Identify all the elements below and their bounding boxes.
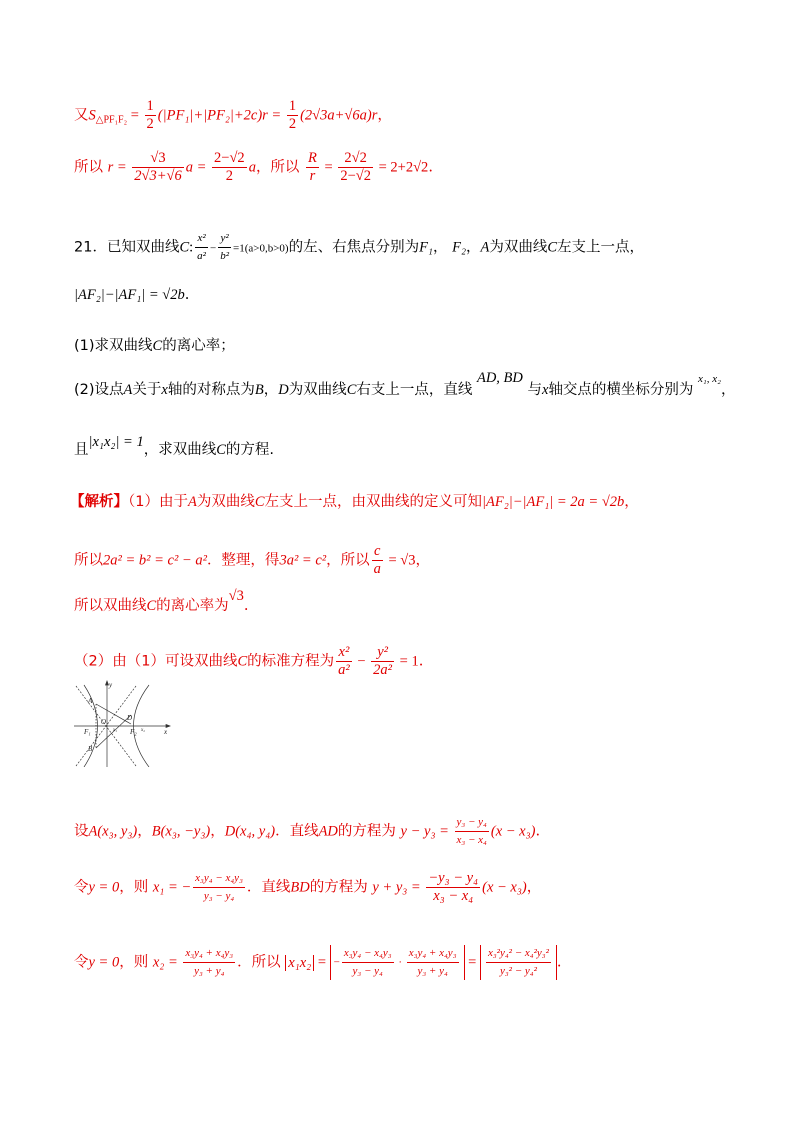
radius-ratio-line (74, 150, 433, 185)
part-2-question (74, 370, 736, 401)
solution-line-3 (74, 588, 249, 616)
abs-product (330, 945, 465, 980)
den: 2−√2 (340, 168, 371, 184)
text: (2)设点 (74, 382, 124, 398)
num: y² (218, 230, 231, 248)
equals: = (320, 159, 337, 176)
punct: ， (210, 823, 225, 840)
num: x₃y₄ + x₄y₃ (407, 945, 459, 963)
punct: ， (415, 552, 430, 569)
text: 的标准方程为 (247, 653, 335, 670)
label-a: A (88, 697, 93, 705)
fraction (486, 945, 551, 980)
text: 关于 (132, 382, 162, 398)
num: y² (371, 644, 394, 662)
text: 为双曲线 (288, 382, 347, 398)
fraction (218, 230, 231, 265)
den: a² (338, 662, 350, 678)
fraction (407, 945, 459, 980)
num: x₃y₄ + x₄y₃ (183, 945, 235, 963)
fraction (342, 945, 394, 980)
solution-line-5 (74, 814, 540, 849)
var: C (254, 494, 265, 510)
dot: · (395, 956, 405, 969)
den: y₃ − y₄ (203, 890, 235, 902)
fraction (183, 945, 235, 980)
var: C (146, 598, 157, 614)
den: y₃ − y₄ (352, 965, 383, 977)
expr: |AF₂|−|AF₁| = 2a = √2b (482, 494, 625, 510)
punct: . (184, 287, 190, 303)
solution-tag: 【解析】 (70, 494, 128, 510)
line-lead: 所以 (74, 159, 103, 176)
fraction (455, 814, 489, 849)
den: 2 (225, 168, 233, 184)
text: 轴交点的横坐标分别为 (548, 382, 694, 398)
condition: =1(a>0,b>0) (233, 242, 289, 255)
half-fraction (145, 98, 156, 133)
var: C (547, 239, 558, 256)
text: ，则 (119, 879, 149, 896)
var: x (542, 382, 549, 398)
half-fraction-2 (287, 98, 298, 133)
num: √3 (132, 150, 183, 168)
result: = 2+2√2 (374, 159, 429, 176)
expr: = √3 (384, 552, 416, 569)
text: 设 (74, 823, 89, 840)
minus: − (353, 653, 370, 670)
var: C (346, 382, 357, 398)
den: x₃ − x₄ (433, 888, 474, 904)
point-d: D(x₄, y₄) (224, 823, 276, 840)
den: 2 (288, 116, 297, 132)
var: BD (290, 879, 310, 896)
den: y₃² − y₄² (499, 965, 537, 977)
num: 1 (146, 98, 154, 114)
label-f1: F₁ (84, 728, 91, 736)
punct: ， (432, 239, 448, 256)
expr: 2a² = b² = c² − a² (103, 552, 207, 569)
var: AD (318, 823, 338, 840)
punct: ， (137, 823, 152, 840)
den: y₃ + y₄ (417, 965, 448, 977)
text: （2）由（1）可设双曲线 (74, 653, 238, 670)
question-21-line (74, 230, 644, 265)
lhs: x₁ = − (152, 879, 192, 896)
punct: . (243, 598, 249, 614)
text: 令 (74, 954, 89, 971)
num: x₃y₄ − x₄y₃ (193, 870, 245, 888)
line-lead: 又 (74, 107, 89, 124)
text: ，则 (119, 954, 149, 971)
num: 1 (288, 98, 297, 114)
punct: . (556, 954, 562, 971)
text: ，所以 (255, 159, 300, 176)
label-x: x (164, 728, 168, 736)
text: 左支上一点， (557, 239, 645, 256)
var: A (480, 239, 490, 256)
den: 2 (146, 116, 154, 132)
solution-line-7 (74, 945, 562, 980)
intercepts: x₁, x₂ (698, 373, 721, 385)
text: ，所以 (326, 552, 370, 569)
rhs: (x − x₃) (490, 823, 536, 840)
var: C (216, 442, 226, 458)
expr: y = 0 (88, 879, 120, 896)
value: √3 (228, 588, 244, 604)
solution-line-6 (74, 870, 541, 905)
question-number: 21．已知双曲线 (74, 239, 180, 256)
var: x (161, 382, 168, 398)
expr: 3a² = c² (279, 552, 327, 569)
var: A (123, 382, 133, 398)
var: C (179, 239, 190, 256)
fraction (372, 543, 383, 578)
area-subscript: △PF₁F₂ (95, 114, 128, 126)
text: ，求双曲线 (143, 442, 217, 458)
den: x₃ − x₄ (456, 834, 487, 846)
text: 的方程为 (309, 879, 368, 896)
text: ．直线 (275, 823, 319, 840)
question-21-condition (74, 285, 189, 305)
abs-expr: x₁x₂ (285, 955, 314, 971)
text: 所以 (74, 552, 103, 569)
num: x₃y₄ − x₄y₃ (342, 945, 394, 963)
fraction (132, 150, 183, 185)
den: a² (197, 250, 206, 262)
expr: |AF₂|−|AF₁| = √2b (74, 287, 185, 303)
rhs: (x − x₃) (482, 879, 527, 896)
num: x₃²y₄² − x₄²y₃² (486, 945, 551, 963)
fraction (212, 150, 247, 185)
fraction (306, 150, 319, 185)
text: 右支上一点，直线 (356, 382, 473, 398)
den: 2√3+√6 (134, 168, 182, 184)
solution-line-1 (70, 492, 639, 512)
text: 的离心率为 (156, 598, 229, 614)
punct: . (535, 823, 541, 840)
text: 的方程为 (337, 823, 396, 840)
area-symbol: S (88, 107, 96, 124)
expr: (|PF₁|+|PF₂|+2c)r = (157, 107, 285, 124)
equals: = (127, 107, 143, 124)
solution-line-4 (74, 644, 423, 679)
lines-ad-bd: AD, BD (476, 370, 523, 386)
text: ．直线 (246, 879, 291, 896)
text: （1）由于 (128, 494, 188, 510)
num: y₃ − y₄ (455, 814, 489, 832)
punct: . (428, 159, 433, 176)
num: 2−√2 (214, 150, 245, 166)
minus: − (333, 956, 340, 969)
num: −y₃ − y₄ (428, 870, 479, 886)
var: F₁ (419, 239, 433, 256)
hyperbola-figure (74, 679, 172, 767)
var: D (278, 382, 289, 398)
text: 且 (74, 442, 89, 458)
num: R (308, 150, 317, 166)
point-b: B(x₃, −y₃) (151, 823, 211, 840)
expr: a = (185, 159, 211, 176)
text: 所以双曲线 (74, 598, 147, 614)
part-2-condition (74, 434, 274, 460)
punct: ， (720, 382, 736, 398)
text: 的左、右焦点分别为 (288, 239, 420, 256)
punct: ， (263, 382, 279, 398)
var: F₂ (452, 239, 466, 256)
expr: a (248, 159, 256, 176)
label-o: O (101, 718, 107, 726)
punct: ， (466, 239, 481, 256)
area-formula-line (74, 98, 392, 133)
label-d: D (127, 714, 133, 722)
part-1-question (74, 336, 235, 356)
r-eq: r = (107, 159, 131, 176)
minus: − (209, 242, 217, 255)
punct: . (418, 653, 424, 670)
num: x² (336, 644, 352, 662)
fraction (371, 644, 394, 679)
punct: ， (526, 879, 542, 896)
punct: ， (377, 107, 392, 124)
var: A (187, 494, 197, 510)
den: r (309, 168, 316, 184)
num: x² (195, 230, 208, 248)
label-b: B (88, 745, 93, 753)
text: 为双曲线 (196, 494, 255, 510)
text: 左支上一点，由双曲线的定义可知 (264, 494, 483, 510)
num: c (372, 543, 383, 561)
punct: : (189, 239, 194, 256)
expr: y = 0 (88, 954, 120, 971)
text: 为双曲线 (489, 239, 548, 256)
lhs: y + y₃ = (372, 879, 425, 896)
den: 2a² (373, 662, 393, 678)
expr: |x₁x₂| = 1 (88, 434, 144, 450)
label-y: y (109, 681, 113, 689)
num: 2√2 (338, 150, 373, 168)
abs-result (480, 945, 557, 980)
equals: = 1 (396, 653, 419, 670)
var: C (152, 338, 163, 354)
den: y₃ + y₄ (194, 965, 225, 977)
text: 令 (74, 879, 89, 896)
fraction (195, 230, 208, 265)
text: 的离心率； (162, 338, 235, 354)
expr: (2√3a+√6a)r (300, 107, 378, 124)
label-x2: x₂ (141, 728, 145, 733)
equals: = (464, 954, 480, 971)
fraction (426, 870, 480, 905)
label-x1: x₁ (113, 728, 117, 733)
var: B (254, 382, 264, 398)
den: a (373, 561, 381, 577)
solution-line-2 (74, 543, 430, 578)
label-f2: F₂ (130, 728, 137, 736)
text: 轴的对称点为 (167, 382, 255, 398)
text: 的方程. (225, 442, 274, 458)
lhs: y − y₃ = (400, 823, 453, 840)
point-a: A(x₃, y₃) (88, 823, 138, 840)
text: (1)求双曲线 (74, 338, 153, 354)
text: 与 (527, 382, 542, 398)
var: C (237, 653, 248, 670)
fraction (193, 870, 245, 905)
fraction (338, 150, 373, 185)
equals: = (314, 954, 330, 971)
text: ．整理，得 (206, 552, 280, 569)
punct: ， (624, 494, 639, 510)
text: ．所以 (237, 954, 281, 971)
lhs: x₂ = (152, 954, 182, 971)
fraction (336, 644, 352, 679)
den: b² (220, 250, 229, 262)
